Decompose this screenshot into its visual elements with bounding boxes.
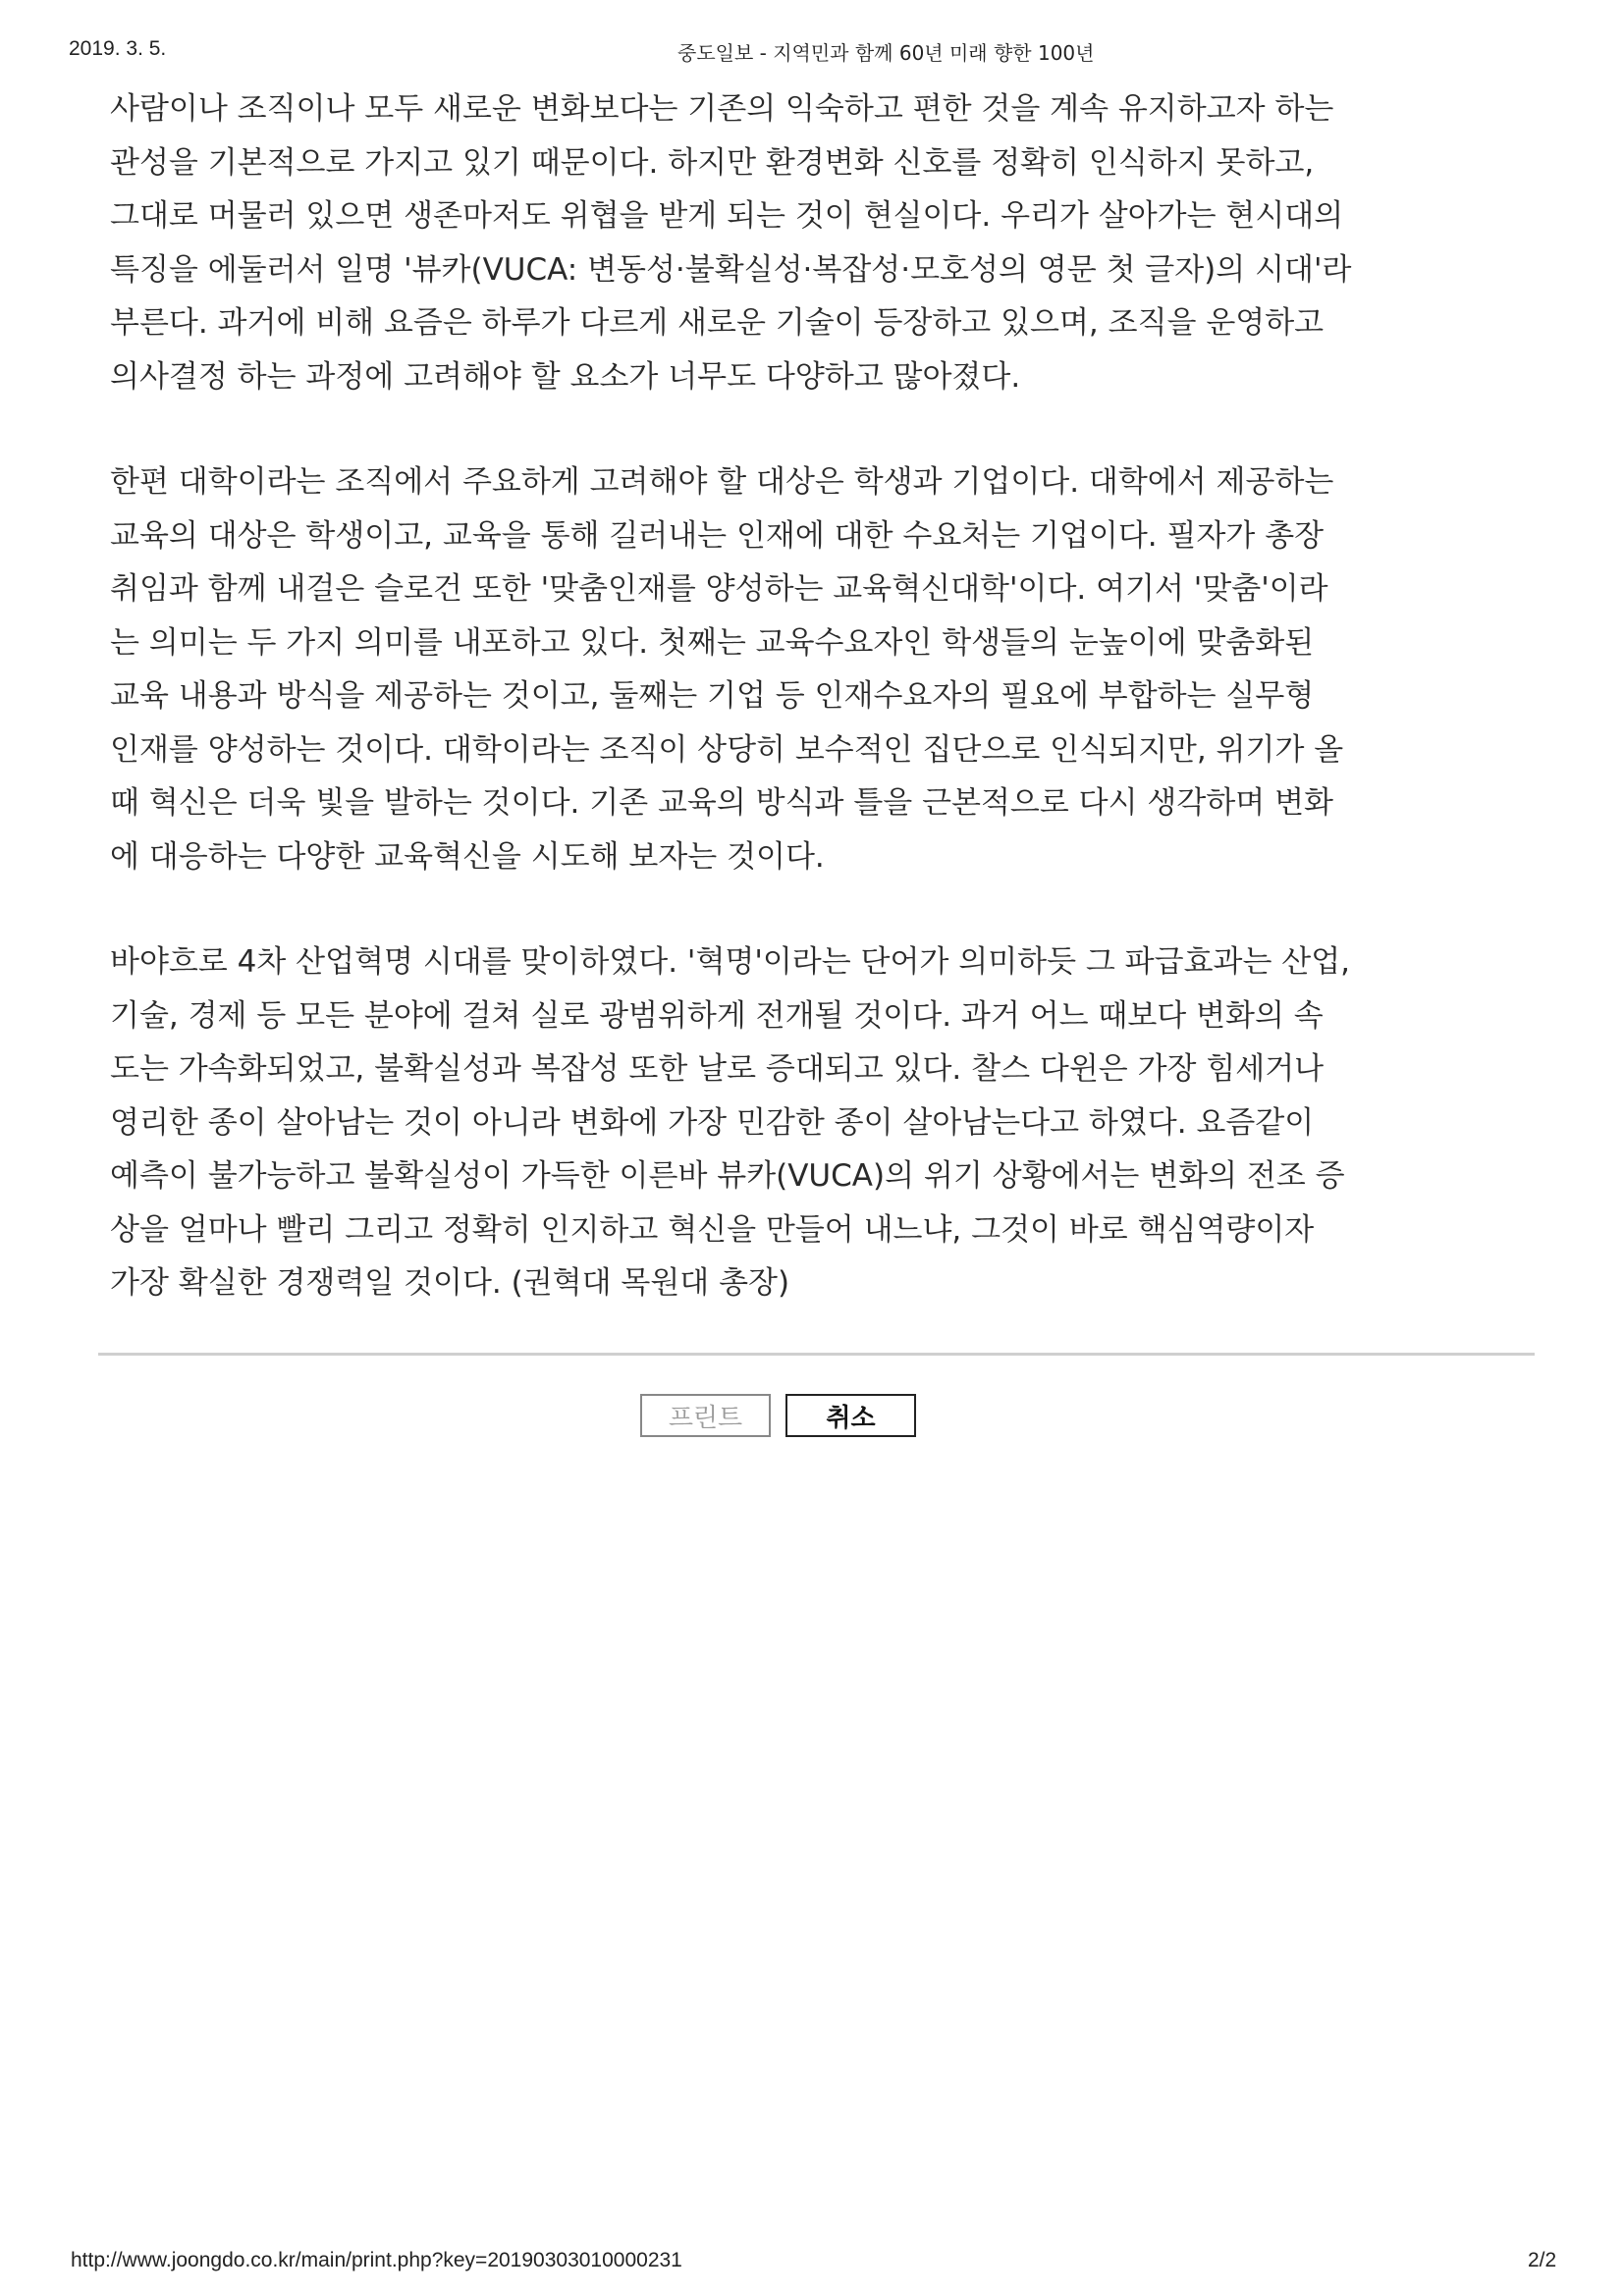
text-line: 예측이 불가능하고 불확실성이 가득한 이른바 뷰카(VUCA)의 위기 상황에서는 변화의 전조 증 bbox=[110, 1158, 1345, 1194]
print-date: 2019. 3. 5. bbox=[69, 37, 167, 60]
text-line: 도는 가속화되었고, 불확실성과 복잡성 또한 날로 증대되고 있다. 찰스 다윈은 가장 힘세거나 bbox=[110, 1051, 1325, 1087]
text-line: 교육의 대상은 학생이고, 교육을 통해 길러내는 인재에 대한 수요처는 기업이다. 필자가 총장 bbox=[110, 517, 1325, 554]
text-line: 취임과 함께 내걸은 슬로건 또한 '맞춤인재를 양성하는 교육혁신대학'이다. 여기서 '맞춤'이라 bbox=[110, 571, 1328, 607]
page-title: 중도일보 - 지역민과 함께 60년 미래 향한 100년 bbox=[677, 41, 1095, 65]
text-line: 에 대응하는 다양한 교육혁신을 시도해 보자는 것이다. bbox=[110, 838, 825, 875]
text-line: 상을 얼마나 빨리 그리고 정확히 인지하고 혁신을 만들어 내느냐, 그것이 바로 핵심역량이자 bbox=[110, 1211, 1315, 1248]
text-line: 특징을 에둘러서 일명 '뷰카(VUCA: 변동성·불확실성·복잡성·모호성의 영문 첫 글자)의 시대'라 bbox=[110, 251, 1352, 288]
text-line: 가장 확실한 경쟁력일 것이다. (권혁대 목원대 총장) bbox=[110, 1265, 790, 1301]
text-line: 는 의미는 두 가지 의미를 내포하고 있다. 첫째는 교육수요자인 학생들의 눈높이에 맞춤화된 bbox=[110, 624, 1315, 661]
article-paragraph bbox=[110, 935, 1534, 1310]
text-line: 한편 대학이라는 조직에서 주요하게 고려해야 할 대상은 학생과 기업이다. 대학에서 제공하는 bbox=[110, 464, 1334, 500]
print-header bbox=[0, 37, 1623, 77]
text-line: 인재를 양성하는 것이다. 대학이라는 조직이 상당히 보수적인 집단으로 인식되지만, 위기가 올 bbox=[110, 731, 1344, 768]
text-line: 의사결정 하는 과정에 고려해야 할 요소가 너무도 다양하고 많아졌다. bbox=[110, 358, 1021, 395]
text-line: 교육 내용과 방식을 제공하는 것이고, 둘째는 기업 등 인재수요자의 필요에 부합하는 실무형 bbox=[110, 678, 1315, 714]
text-line: 때 혁신은 더욱 빛을 발하는 것이다. 기존 교육의 방식과 틀을 근본적으로 다시 생각하며 변화 bbox=[110, 785, 1333, 821]
text-line: 사람이나 조직이나 모두 새로운 변화보다는 기존의 익숙하고 편한 것을 계속 유지하고자 하는 bbox=[110, 91, 1334, 127]
text-line: 부른다. 과거에 비해 요즘은 하루가 다르게 새로운 기술이 등장하고 있으며, 조직을 운영하고 bbox=[110, 305, 1325, 341]
article-paragraph bbox=[110, 82, 1534, 403]
text-line: 바야흐로 4차 산업혁명 시대를 맞이하였다. '혁명'이라는 단어가 의미하듯 그 파급효과는 산업, bbox=[110, 944, 1351, 980]
button-row bbox=[640, 1394, 916, 1437]
cancel-button[interactable]: 취소 bbox=[785, 1394, 916, 1437]
text-line: 관성을 기본적으로 가지고 있기 때문이다. 하지만 환경변화 신호를 정확히 인식하지 못하고, bbox=[110, 144, 1315, 181]
text-line: 기술, 경제 등 모든 분야에 걸쳐 실로 광범위하게 전개될 것이다. 과거 어느 때보다 변화의 속 bbox=[110, 997, 1324, 1034]
text-line: 그대로 머물러 있으면 생존마저도 위협을 받게 되는 것이 현실이다. 우리가 살아가는 현시대의 bbox=[110, 198, 1344, 234]
page-number: 2/2 bbox=[1528, 2249, 1557, 2271]
page-url: http://www.joongdo.co.kr/main/print.php?key=20190303010000231 bbox=[71, 2249, 682, 2271]
print-button[interactable]: 프린트 bbox=[640, 1394, 771, 1437]
article-paragraph bbox=[110, 455, 1534, 883]
divider bbox=[98, 1353, 1535, 1356]
text-line: 영리한 종이 살아남는 것이 아니라 변화에 가장 민감한 종이 살아남는다고 하였다. 요즘같이 bbox=[110, 1104, 1315, 1141]
article-body bbox=[110, 82, 1534, 1362]
